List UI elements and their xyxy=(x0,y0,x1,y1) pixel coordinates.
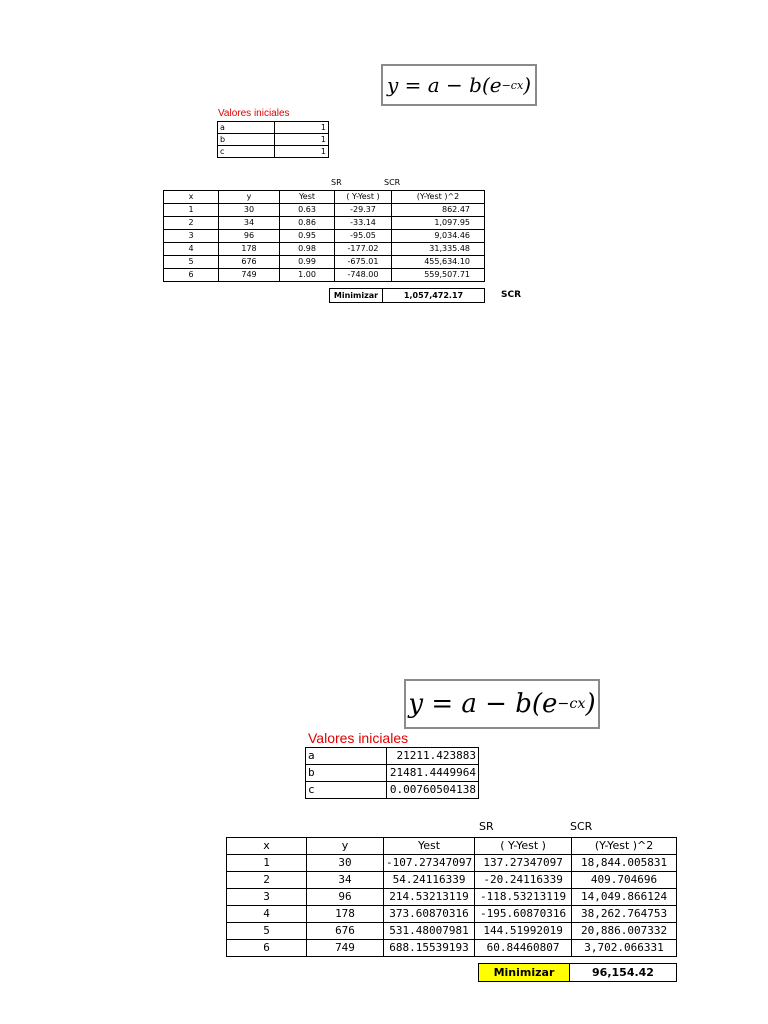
cell-squared: 31,335.48 xyxy=(392,243,485,256)
formula-image-bottom xyxy=(404,679,600,729)
table-row xyxy=(227,906,677,923)
table-row xyxy=(164,243,485,256)
cell-y: 178 xyxy=(307,906,384,923)
cell-yest: 214.53213119 xyxy=(384,889,475,906)
initial-values-table xyxy=(217,121,329,158)
minimize-value: 1,057,472.17 xyxy=(383,289,485,303)
cell-squared: 18,844.005831 xyxy=(572,855,677,872)
cell-squared: 3,702.066331 xyxy=(572,940,677,957)
cell-x: 2 xyxy=(164,217,219,230)
formula-rhs: ) xyxy=(585,689,596,719)
param-label: a xyxy=(218,122,275,134)
cell-yest: 0.95 xyxy=(280,230,335,243)
table-header-row xyxy=(164,191,485,204)
cell-squared: 1,097.95 xyxy=(392,217,485,230)
cell-y: 676 xyxy=(219,256,280,269)
cell-squared: 20,886.007332 xyxy=(572,923,677,940)
cell-y: 676 xyxy=(307,923,384,940)
table-row xyxy=(479,964,677,982)
cell-yest: 531.48007981 xyxy=(384,923,475,940)
cell-yest: 0.99 xyxy=(280,256,335,269)
param-value[interactable]: 21481.4449964 xyxy=(387,765,479,782)
header-x: x xyxy=(164,191,219,204)
cell-x: 1 xyxy=(227,855,307,872)
formula-lhs: y = a − b(e xyxy=(386,73,502,97)
cell-residual: -95.05 xyxy=(335,230,392,243)
param-label: c xyxy=(306,782,387,799)
cell-yest: 0.63 xyxy=(280,204,335,217)
cell-residual: -33.14 xyxy=(335,217,392,230)
minimize-value: 96,154.42 xyxy=(570,964,677,982)
cell-yest: -107.27347097 xyxy=(384,855,475,872)
table-row xyxy=(227,855,677,872)
param-label: b xyxy=(218,134,275,146)
param-label: b xyxy=(306,765,387,782)
table-row xyxy=(164,269,485,282)
param-value[interactable]: 21211.423883 xyxy=(387,748,479,765)
table-row xyxy=(306,765,479,782)
cell-y: 96 xyxy=(219,230,280,243)
table-row xyxy=(164,256,485,269)
cell-squared: 38,262.764753 xyxy=(572,906,677,923)
cell-squared: 9,034.46 xyxy=(392,230,485,243)
header-yest: Yest xyxy=(280,191,335,204)
cell-x: 5 xyxy=(164,256,219,269)
param-value[interactable]: 1 xyxy=(275,146,329,158)
cell-y: 30 xyxy=(307,855,384,872)
table-row xyxy=(306,748,479,765)
scr-label: SCR xyxy=(384,178,401,187)
header-squared-residual: (Y-Yest )^2 xyxy=(572,838,677,855)
cell-yest: 54.24116339 xyxy=(384,872,475,889)
cell-yest: 0.98 xyxy=(280,243,335,256)
table-row xyxy=(227,923,677,940)
cell-x: 4 xyxy=(227,906,307,923)
table-row xyxy=(227,872,677,889)
cell-yest: 373.60870316 xyxy=(384,906,475,923)
cell-y: 30 xyxy=(219,204,280,217)
initial-values-table xyxy=(305,747,479,799)
cell-squared: 14,049.866124 xyxy=(572,889,677,906)
table-row xyxy=(218,146,329,158)
cell-x: 3 xyxy=(164,230,219,243)
header-x: x xyxy=(227,838,307,855)
formula-image-top xyxy=(381,64,537,106)
table-row xyxy=(164,204,485,217)
table-row xyxy=(218,134,329,146)
cell-y: 96 xyxy=(307,889,384,906)
cell-y: 749 xyxy=(307,940,384,957)
table-row xyxy=(164,217,485,230)
cell-x: 3 xyxy=(227,889,307,906)
formula-exponent: −cx xyxy=(501,78,524,92)
cell-residual: 137.27347097 xyxy=(475,855,572,872)
cell-x: 6 xyxy=(227,940,307,957)
table-row xyxy=(227,889,677,906)
param-label: a xyxy=(306,748,387,765)
cell-residual: -177.02 xyxy=(335,243,392,256)
sr-label: SR xyxy=(331,178,342,187)
param-value[interactable]: 0.00760504138 xyxy=(387,782,479,799)
param-value[interactable]: 1 xyxy=(275,122,329,134)
cell-x: 2 xyxy=(227,872,307,889)
cell-yest: 688.15539193 xyxy=(384,940,475,957)
cell-residual: -118.53213119 xyxy=(475,889,572,906)
cell-x: 1 xyxy=(164,204,219,217)
cell-y: 178 xyxy=(219,243,280,256)
header-yest: Yest xyxy=(384,838,475,855)
cell-residual: 60.84460807 xyxy=(475,940,572,957)
initial-values-caption: Valores iniciales xyxy=(218,108,290,119)
table-row xyxy=(306,782,479,799)
minimize-label: Minimizar xyxy=(479,964,570,982)
cell-x: 4 xyxy=(164,243,219,256)
cell-yest: 0.86 xyxy=(280,217,335,230)
header-residual: ( Y-Yest ) xyxy=(335,191,392,204)
sr-label: SR xyxy=(479,820,494,833)
cell-y: 34 xyxy=(307,872,384,889)
cell-x: 5 xyxy=(227,923,307,940)
initial-values-caption: Valores iniciales xyxy=(308,730,409,746)
formula-lhs: y = a − b(e xyxy=(408,689,558,719)
cell-y: 749 xyxy=(219,269,280,282)
table-row xyxy=(227,940,677,957)
scr-label: SCR xyxy=(570,820,593,833)
cell-squared: 862.47 xyxy=(392,204,485,217)
formula-exponent: −cx xyxy=(557,696,586,712)
cell-yest: 1.00 xyxy=(280,269,335,282)
minimize-row xyxy=(478,963,677,982)
header-y: y xyxy=(307,838,384,855)
cell-residual: 144.51992019 xyxy=(475,923,572,940)
cell-squared: 455,634.10 xyxy=(392,256,485,269)
cell-residual: -748.00 xyxy=(335,269,392,282)
data-table xyxy=(226,837,677,957)
table-row xyxy=(330,289,485,303)
header-residual: ( Y-Yest ) xyxy=(475,838,572,855)
minimize-label: Minimizar xyxy=(330,289,383,303)
cell-squared: 409.704696 xyxy=(572,872,677,889)
table-header-row xyxy=(227,838,677,855)
minimize-row xyxy=(329,288,485,303)
param-value[interactable]: 1 xyxy=(275,134,329,146)
cell-x: 6 xyxy=(164,269,219,282)
cell-residual: -20.24116339 xyxy=(475,872,572,889)
cell-residual: -675.01 xyxy=(335,256,392,269)
table-row xyxy=(164,230,485,243)
scr-side-label: SCR xyxy=(501,290,522,300)
data-table xyxy=(163,190,485,282)
table-row xyxy=(218,122,329,134)
cell-residual: -195.60870316 xyxy=(475,906,572,923)
formula-rhs: ) xyxy=(523,73,531,97)
cell-squared: 559,507.71 xyxy=(392,269,485,282)
param-label: c xyxy=(218,146,275,158)
header-y: y xyxy=(219,191,280,204)
cell-residual: -29.37 xyxy=(335,204,392,217)
cell-y: 34 xyxy=(219,217,280,230)
header-squared-residual: (Y-Yest )^2 xyxy=(392,191,485,204)
